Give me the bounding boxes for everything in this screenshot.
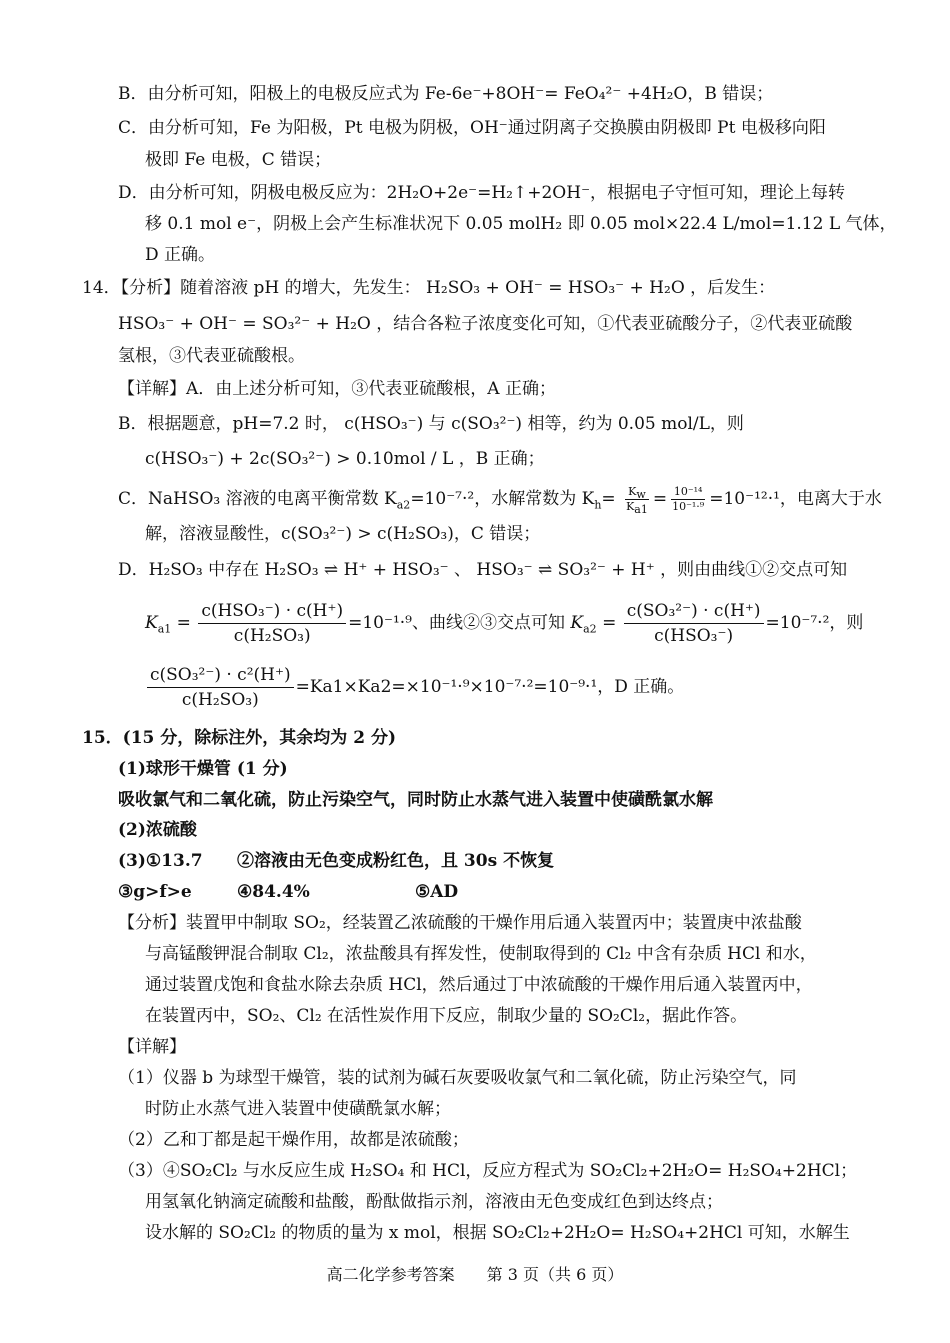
q14-analysis-line1: 14．【分析】随着溶液 pH 的增大，先发生： H₂SO₃ + OH⁻ = HSO₃⁻ + H₂O ，后发生：	[82, 278, 776, 298]
text: K	[626, 500, 635, 513]
kw-over-ka1-fraction	[623, 485, 651, 517]
q14-detail-b-line2: c(HSO₃⁻) + 2c(SO₃²⁻) > 0.10mol / L ，B 正确；	[145, 449, 545, 469]
text: =Ka1×Ka2=×10⁻¹·⁹×10⁻⁷·²=10⁻⁹·¹，D 正确。	[295, 677, 685, 697]
answer-3-3: ③g>f>e	[118, 882, 192, 902]
q15-detail-1-line1: （1）仪器 b 为球型干燥管，装的试剂为碱石灰要吸收氯气和二氧化硫，防止污染空气，同	[118, 1068, 797, 1088]
q13-option-d-line1: D．由分析可知，阴极电极反应为：2H₂O+2e⁻=H₂↑+2OH⁻，根据电子守恒可知，理论上每转	[118, 183, 846, 203]
numerator: c(HSO₃⁻) · c(H⁺)	[198, 600, 346, 624]
answer-3-2: ②溶液由无色变成粉红色，且 30s 不恢复	[237, 851, 555, 871]
denominator: 10⁻¹·⁹	[672, 500, 705, 513]
q15-detail-3-line1: （3）④SO₂Cl₂ 与水反应生成 H₂SO₄ 和 HCl，反应方程式为 SO₂Cl₂+2H₂O= H₂SO₄+2HCl；	[118, 1161, 858, 1181]
q15-detail-heading: 【详解】	[118, 1037, 186, 1057]
q15-detail-3-line2: 用氢氧化钠滴定硫酸和盐酸，酚酞做指示剂，溶液由无色变成红色到达终点；	[145, 1192, 723, 1212]
q14-analysis-line2: HSO₃⁻ + OH⁻ = SO₃²⁻ + H₂O ，结合各粒子浓度变化可知，①代表亚硫酸分子，②代表亚硫酸	[118, 314, 853, 334]
page-footer: 高二化学参考答案 第 3 页（共 6 页）	[326, 1265, 624, 1284]
q15-analysis-line1: 【分析】装置甲中制取 SO₂，经装置乙浓硫酸的干燥作用后通入装置丙中；装置庚中浓盐酸	[118, 913, 802, 933]
power-fraction	[669, 486, 707, 513]
subscript: a1	[634, 503, 648, 517]
q13-option-c-line1: C．由分析可知，Fe 为阳极，Pt 电极为阴极，OH⁻通过阴离子交换膜由阴极即 Pt 电极移向阳	[118, 118, 826, 138]
subscript: a1	[157, 622, 172, 636]
q14-analysis-line3: 氢根，③代表亚硫酸根。	[118, 346, 305, 366]
q15-detail-3-line3: 设水解的 SO₂Cl₂ 的物质的量为 x mol，根据 SO₂Cl₂+2H₂O= H₂SO₄+2HCl 可知，水解生	[145, 1223, 850, 1243]
numerator: c(SO₃²⁻) · c²(H⁺)	[147, 664, 294, 688]
q14-detail-a: 【详解】A．由上述分析可知，③代表亚硫酸根，A 正确；	[118, 379, 556, 399]
answer-3-5: ⑤AD	[415, 882, 459, 902]
numerator: c(SO₃²⁻) · c(H⁺)	[624, 600, 764, 624]
subscript: a2	[396, 498, 411, 512]
q13-option-d-line2: 移 0.1 mol e⁻，阴极上会产生标准状况下 0.05 molH₂ 即 0.05 mol×22.4 L/mol=1.12 L 气体，	[145, 214, 897, 234]
text: K	[628, 485, 637, 498]
product-fraction	[147, 664, 294, 711]
q15-detail-1-line2: 时防止水蒸气进入装置中使磺酰氯水解；	[145, 1099, 451, 1119]
q14-ka-equations: $K_{a1}$ = $\frac{\text{c(HSO₃⁻) · c(H⁺)}}{\text{c(H₂SO₃)}}$ =10⁻¹·⁹、曲线②③交点可知 $K_{a2}$ = $\frac{\text{c(SO₃²⁻) · c(H⁺)}}{\text{c(HSO₃⁻)}}$ =10⁻⁷·²，则	[145, 601, 864, 646]
q15-analysis-line4: 在装置丙中，SO₂、Cl₂ 在活性炭作用下反应，制取少量的 SO₂Cl₂，据此作答。	[145, 1006, 748, 1026]
q15-answer-1: (1)球形干燥管 (1 分)	[118, 759, 288, 779]
q14-detail-b-line1: B．根据题意，pH=7.2 时， c(HSO₃⁻) 与 c(SO₃²⁻) 相等，约为 0.05 mol/L，则	[118, 414, 744, 434]
q14-product-equation	[145, 662, 684, 712]
ka2-symbol: K	[570, 613, 584, 633]
q15-answer-3-line2	[118, 880, 459, 904]
answer-3-4: ④84.4%	[237, 882, 310, 902]
ka2-fraction	[624, 600, 764, 647]
q15-detail-2: （2）乙和丁都是起干燥作用，故都是浓硫酸；	[118, 1130, 469, 1150]
q14-detail-c-line1: C．NaHSO₃ 溶液的电离平衡常数 $K_{a2}=10^{-7}\cdot^2$，水解常数为 $K_h=$ $\frac{K_w}{K_{a1}}$ = $\frac{\text{10⁻¹⁴}}{\text{10⁻¹·⁹}}$ =10⁻¹²·¹，电离大于水	[118, 485, 882, 517]
q15-answer-3-line1	[118, 849, 555, 873]
text: =10⁻¹²·¹，电离大于水	[709, 489, 882, 509]
subscript: w	[636, 488, 646, 502]
q13-option-d-line3: D 正确。	[145, 245, 216, 265]
ka1-symbol: K	[145, 613, 158, 633]
q15-analysis-line3: 通过装置戊饱和食盐水除去杂质 HCl，然后通过丁中浓硫酸的干燥作用后通入装置丙中，	[145, 975, 813, 995]
q15-answer-2: (2)浓硫酸	[118, 820, 197, 840]
q15-heading: 15．(15 分，除标注外，其余均为 2 分)	[82, 728, 396, 748]
denominator: c(HSO₃⁻)	[654, 626, 734, 646]
text: C．NaHSO₃ 溶液的电离平衡常数 K	[118, 489, 397, 509]
answer-3-1: (3)①13.7	[118, 851, 203, 871]
text: =	[601, 489, 616, 509]
denominator: c(H₂SO₃)	[181, 690, 259, 710]
text: =10⁻¹·⁹、曲线②③交点可知	[348, 613, 565, 633]
text: =10⁻⁷·²，水解常数为 K	[410, 489, 595, 509]
q15-analysis-line2: 与高锰酸钾混合制取 Cl₂，浓盐酸具有挥发性，使制取得到的 Cl₂ 中含有杂质 HCl 和水，	[145, 944, 817, 964]
q14-detail-c-line2: 解，溶液显酸性，c(SO₃²⁻) > c(H₂SO₃)，C 错误；	[145, 524, 541, 544]
text: =10⁻⁷·²，则	[765, 613, 864, 633]
q13-option-b: B．由分析可知，阳极上的电极反应式为 Fe-6e⁻+8OH⁻= FeO₄²⁻ +4H₂O，B 错误；	[118, 84, 774, 104]
q13-option-c-line2: 极即 Fe 电极，C 错误；	[145, 150, 332, 170]
q15-answer-1-detail: 吸收氯气和二氧化硫，防止污染空气，同时防止水蒸气进入装置中使磺酰氯水解	[118, 790, 713, 810]
q14-detail-d-line1: D．H₂SO₃ 中存在 H₂SO₃ ⇌ H⁺ + HSO₃⁻ 、 HSO₃⁻ ⇌ SO₃²⁻ + H⁺ ，则由曲线①②交点可知	[118, 560, 848, 580]
ka1-fraction	[198, 600, 346, 647]
subscript: h	[594, 498, 602, 512]
numerator: 10⁻¹⁴	[671, 486, 706, 500]
subscript: a2	[583, 622, 597, 636]
denominator: c(H₂SO₃)	[233, 626, 311, 646]
